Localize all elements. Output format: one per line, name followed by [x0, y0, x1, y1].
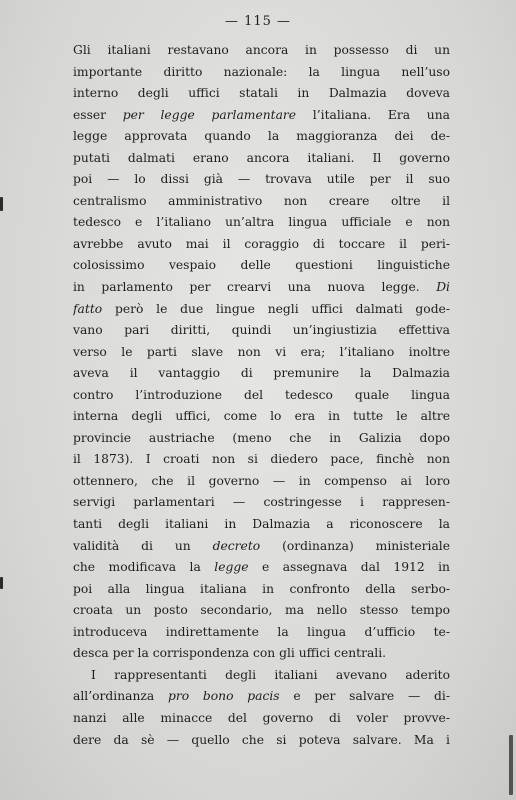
text-run: (ordinanza) ministeriale [260, 538, 450, 553]
text-run: tanti degli italiani in Dalmazia a riconoscere la [73, 517, 450, 532]
text-run: dere da sè — quello che si poteva salvare. Ma i [73, 732, 450, 747]
text-line [73, 40, 450, 62]
text-line [73, 643, 450, 665]
text-run: verso le parti slave non vi era; l’italiano inoltre [73, 344, 450, 359]
text-line [73, 83, 450, 105]
text-run: vano pari diritti, quindi un’ingiustizia effettiva [73, 323, 450, 338]
text-run: validità di un [73, 538, 213, 553]
text-run: il 1873). I croati non si diedero pace, finchè non [73, 452, 450, 467]
text-run: contro l’introduzione del tedesco quale lingua [73, 387, 450, 402]
italic-text: decreto [212, 538, 261, 553]
text-line [73, 600, 450, 622]
text-line [73, 730, 450, 752]
text-line [73, 406, 450, 428]
text-run: interno degli uffici statali in Dalmazia doveva [73, 86, 450, 101]
text-line [73, 255, 450, 277]
text-line [73, 277, 450, 299]
text-run: Gli italiani restavano ancora in possesso di un [73, 43, 450, 57]
edge-mark [509, 735, 513, 795]
text-line [73, 579, 450, 601]
text-run: desca per la corrispondenza con gli uffici centrali. [73, 646, 387, 661]
text-run: interna degli uffici, come lo era in tutte le altre [73, 409, 450, 424]
text-line [73, 169, 450, 191]
text-run: avrebbe avuto mai il coraggio di toccare il peri- [73, 236, 450, 251]
text-run: putati dalmati erano ancora italiani. Il governo [73, 150, 450, 165]
text-run: introduceva indirettamente la lingua d’ufficio te- [73, 624, 450, 639]
text-line [73, 212, 450, 234]
text-line [73, 320, 450, 342]
text-run: croata un posto secondario, ma nello stesso tempo [73, 603, 450, 618]
text-line [73, 686, 450, 708]
text-run: nanzi alle minacce del governo di voler provve- [73, 710, 450, 725]
text-line [73, 234, 450, 256]
text-run: e assegnava dal 1912 in [248, 560, 450, 575]
text-run: all’ordinanza [73, 689, 168, 704]
text-line [73, 148, 450, 170]
text-line [73, 536, 450, 558]
text-line [73, 191, 450, 213]
text-line [73, 428, 450, 450]
text-line [73, 385, 450, 407]
text-run: poi alla lingua italiana in confronto della serbo- [73, 581, 450, 596]
paragraph [73, 40, 450, 665]
text-run: tedesco e l’italiano un’altra lingua ufficiale e non [73, 215, 450, 230]
text-line [73, 622, 450, 644]
text-line [73, 62, 450, 84]
italic-text: pro bono pacis [167, 689, 280, 704]
italic-text: fatto [73, 301, 103, 316]
text-run: però le due lingue negli uffici dalmati gode- [102, 301, 450, 316]
italic-text: per legge parlamentare [122, 107, 297, 122]
text-run: in parlamento per crearvi una nuova legge. [73, 280, 437, 295]
text-line [73, 449, 450, 471]
text-run: legge approvata quando la maggioranza dei de- [73, 129, 450, 144]
italic-text: Di [436, 280, 450, 295]
text-run: aveva il vantaggio di premunire la Dalmazia [73, 366, 450, 381]
text-run: poi — lo dissi già — trovava utile per il suo [73, 172, 450, 187]
text-run: centralismo amministrativo non creare oltre il [73, 193, 450, 208]
text-run: e per salvare — di- [279, 689, 450, 704]
text-run: che modificava la [73, 560, 215, 575]
page-number: — 115 — [224, 14, 292, 29]
text-line [73, 514, 450, 536]
text-run: servigi parlamentari — costringesse i rappresen- [73, 495, 450, 510]
text-line [73, 363, 450, 385]
italic-text: legge [214, 560, 249, 575]
text-run: colosissimo vespaio delle questioni linguistiche [73, 258, 450, 273]
text-line [73, 708, 450, 730]
edge-mark [0, 577, 3, 589]
edge-mark [0, 197, 3, 211]
body-text [73, 40, 450, 751]
text-line [73, 126, 450, 148]
text-run: provincie austriache (meno che in Galizia dopo [73, 430, 450, 445]
paragraph [73, 665, 450, 751]
text-line [73, 471, 450, 493]
text-run: ottennero, che il governo — in compenso ai loro [73, 473, 450, 488]
text-line [73, 665, 450, 687]
text-run: l’italiana. Era una [296, 107, 450, 122]
text-run: importante diritto nazionale: la lingua nell’uso [73, 64, 450, 79]
text-line [73, 557, 450, 579]
text-run: esser [73, 107, 123, 122]
text-line [73, 342, 450, 364]
text-line [73, 105, 450, 127]
text-line [73, 299, 450, 321]
text-run: I rappresentanti degli italiani avevano aderito [91, 667, 450, 682]
text-line [73, 492, 450, 514]
